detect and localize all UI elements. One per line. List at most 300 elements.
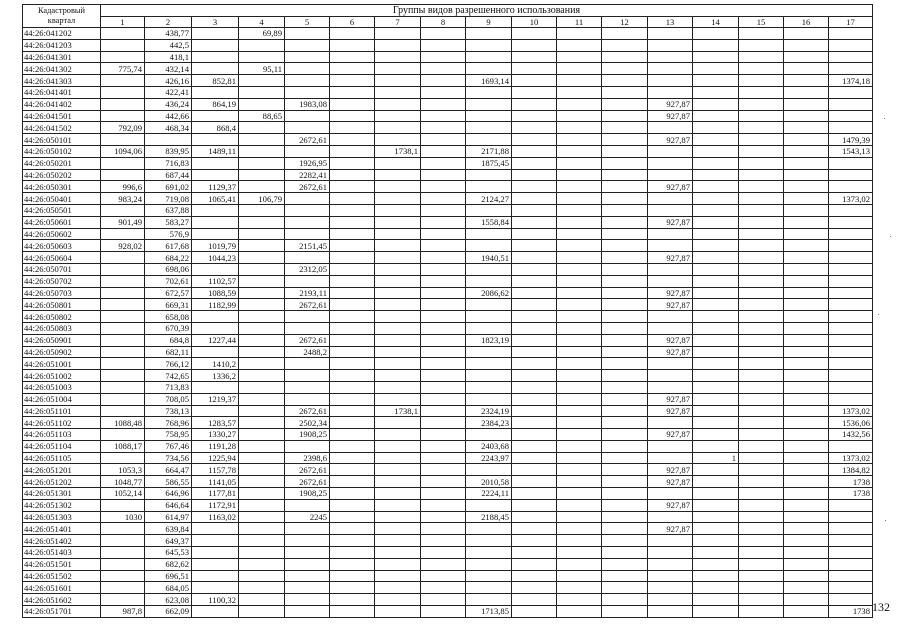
value-cell xyxy=(466,228,512,240)
value-cell xyxy=(693,275,739,287)
cadastral-quarter-cell: 44:26:050102 xyxy=(23,145,101,157)
value-cell xyxy=(784,511,829,523)
value-cell xyxy=(330,476,375,488)
value-cell xyxy=(829,381,873,393)
value-cell xyxy=(829,51,873,63)
value-cell xyxy=(466,28,512,40)
value-cell: 2672,61 xyxy=(285,181,330,193)
value-cell xyxy=(693,28,739,40)
value-cell xyxy=(602,75,648,87)
table-row xyxy=(23,75,873,87)
cadastral-quarter-cell: 44:26:041203 xyxy=(23,39,101,51)
value-cell xyxy=(693,228,739,240)
table-row xyxy=(23,370,873,382)
value-cell xyxy=(375,216,421,228)
value-cell xyxy=(557,464,602,476)
value-cell: 868,4 xyxy=(192,122,239,134)
cadastral-quarter-cell: 44:26:050701 xyxy=(23,263,101,275)
land-value-table xyxy=(22,4,873,618)
value-cell xyxy=(101,523,145,535)
value-cell xyxy=(239,157,285,169)
value-cell: 422,41 xyxy=(145,86,192,98)
cadastral-quarter-cell: 44:26:051701 xyxy=(23,606,101,618)
value-cell xyxy=(829,240,873,252)
value-cell xyxy=(421,311,466,323)
value-cell xyxy=(784,311,829,323)
value-cell xyxy=(512,381,557,393)
column-number-16: 16 xyxy=(784,17,829,28)
value-cell xyxy=(466,86,512,98)
value-cell xyxy=(602,488,648,500)
value-cell xyxy=(829,594,873,606)
value-cell xyxy=(829,86,873,98)
column-number-5: 5 xyxy=(285,17,330,28)
value-cell xyxy=(101,169,145,181)
value-cell xyxy=(557,299,602,311)
value-cell xyxy=(784,452,829,464)
value-cell xyxy=(693,122,739,134)
value-cell xyxy=(557,535,602,547)
value-cell xyxy=(557,252,602,264)
value-cell: 442,5 xyxy=(145,39,192,51)
value-cell xyxy=(602,216,648,228)
value-cell xyxy=(557,110,602,122)
value-cell xyxy=(784,98,829,110)
value-cell xyxy=(512,476,557,488)
value-cell xyxy=(101,405,145,417)
cadastral-quarter-cell: 44:26:050601 xyxy=(23,216,101,228)
value-cell xyxy=(421,263,466,275)
value-cell xyxy=(512,322,557,334)
value-cell xyxy=(693,263,739,275)
value-cell xyxy=(330,228,375,240)
cadastral-quarter-cell: 44:26:041301 xyxy=(23,51,101,63)
value-cell: 734,56 xyxy=(145,452,192,464)
value-cell xyxy=(101,594,145,606)
value-cell: 662,09 xyxy=(145,606,192,618)
cadastral-quarter-cell: 44:26:051402 xyxy=(23,535,101,547)
value-cell: 2488,2 xyxy=(285,346,330,358)
value-cell xyxy=(602,134,648,146)
value-cell xyxy=(421,169,466,181)
value-cell xyxy=(829,523,873,535)
value-cell xyxy=(557,263,602,275)
value-cell xyxy=(602,86,648,98)
value-cell xyxy=(375,228,421,240)
value-cell xyxy=(557,122,602,134)
value-cell xyxy=(330,511,375,523)
value-cell xyxy=(648,122,693,134)
value-cell xyxy=(784,145,829,157)
cadastral-quarter-cell: 44:26:051201 xyxy=(23,464,101,476)
cadastral-quarter-cell: 44:26:051502 xyxy=(23,570,101,582)
value-cell xyxy=(602,334,648,346)
table-row xyxy=(23,51,873,63)
value-cell: 927,87 xyxy=(648,405,693,417)
cadastral-quarter-cell: 44:26:041303 xyxy=(23,75,101,87)
value-cell xyxy=(512,228,557,240)
table-row xyxy=(23,381,873,393)
value-cell xyxy=(829,157,873,169)
value-cell xyxy=(330,134,375,146)
value-cell xyxy=(648,28,693,40)
value-cell xyxy=(739,86,784,98)
value-cell xyxy=(285,393,330,405)
value-cell xyxy=(239,393,285,405)
value-cell: 2672,61 xyxy=(285,334,330,346)
value-cell xyxy=(784,275,829,287)
value-cell xyxy=(421,535,466,547)
value-cell xyxy=(784,252,829,264)
value-cell xyxy=(648,417,693,429)
value-cell: 2124,27 xyxy=(466,193,512,205)
value-cell xyxy=(648,240,693,252)
value-cell xyxy=(101,263,145,275)
value-cell xyxy=(192,63,239,75)
value-cell xyxy=(784,417,829,429)
value-cell xyxy=(239,535,285,547)
value-cell xyxy=(101,429,145,441)
value-cell xyxy=(101,570,145,582)
value-cell: 1558,84 xyxy=(466,216,512,228)
value-cell xyxy=(648,157,693,169)
value-cell xyxy=(512,440,557,452)
value-cell xyxy=(693,594,739,606)
value-cell xyxy=(421,63,466,75)
column-number-14: 14 xyxy=(693,17,739,28)
value-cell xyxy=(693,169,739,181)
value-cell: 2403,68 xyxy=(466,440,512,452)
value-cell xyxy=(466,51,512,63)
value-cell xyxy=(512,570,557,582)
value-cell: 1940,51 xyxy=(466,252,512,264)
value-cell xyxy=(466,263,512,275)
value-cell xyxy=(285,28,330,40)
value-cell xyxy=(784,157,829,169)
value-cell xyxy=(739,440,784,452)
value-cell xyxy=(693,535,739,547)
value-cell xyxy=(829,98,873,110)
value-cell xyxy=(421,228,466,240)
value-cell xyxy=(739,464,784,476)
value-cell xyxy=(693,193,739,205)
value-cell: 639,84 xyxy=(145,523,192,535)
value-cell xyxy=(512,405,557,417)
value-cell xyxy=(330,570,375,582)
value-cell xyxy=(512,393,557,405)
value-cell: 927,87 xyxy=(648,181,693,193)
value-cell xyxy=(829,558,873,570)
value-cell xyxy=(192,51,239,63)
value-cell xyxy=(693,322,739,334)
value-cell xyxy=(375,98,421,110)
value-cell xyxy=(192,134,239,146)
value-cell xyxy=(602,63,648,75)
value-cell xyxy=(330,75,375,87)
value-cell xyxy=(784,299,829,311)
value-cell: 2245 xyxy=(285,511,330,523)
value-cell: 1048,77 xyxy=(101,476,145,488)
value-cell xyxy=(375,582,421,594)
value-cell xyxy=(101,252,145,264)
value-cell xyxy=(101,499,145,511)
value-cell xyxy=(829,511,873,523)
value-cell xyxy=(829,110,873,122)
scan-speck xyxy=(885,520,886,521)
value-cell xyxy=(512,558,557,570)
value-cell xyxy=(466,535,512,547)
value-cell xyxy=(739,122,784,134)
value-cell xyxy=(693,370,739,382)
value-cell xyxy=(375,110,421,122)
value-cell xyxy=(693,405,739,417)
column-number-8: 8 xyxy=(421,17,466,28)
value-cell xyxy=(693,429,739,441)
value-cell xyxy=(739,488,784,500)
value-cell xyxy=(602,228,648,240)
value-cell xyxy=(285,311,330,323)
value-cell xyxy=(239,558,285,570)
value-cell xyxy=(285,440,330,452)
value-cell: 442,66 xyxy=(145,110,192,122)
value-cell xyxy=(330,157,375,169)
value-cell xyxy=(829,122,873,134)
value-cell xyxy=(285,252,330,264)
value-cell xyxy=(101,275,145,287)
value-cell xyxy=(557,358,602,370)
value-cell: 2171,88 xyxy=(466,145,512,157)
cadastral-quarter-cell: 44:26:051501 xyxy=(23,558,101,570)
value-cell xyxy=(192,157,239,169)
value-cell: 839,95 xyxy=(145,145,192,157)
value-cell: 649,37 xyxy=(145,535,192,547)
table-row xyxy=(23,275,873,287)
value-cell xyxy=(693,204,739,216)
value-cell xyxy=(466,181,512,193)
value-cell xyxy=(557,334,602,346)
value-cell xyxy=(239,405,285,417)
value-cell xyxy=(693,393,739,405)
table-row xyxy=(23,464,873,476)
value-cell xyxy=(739,370,784,382)
value-cell xyxy=(602,98,648,110)
value-cell: 95,11 xyxy=(239,63,285,75)
value-cell: 583,27 xyxy=(145,216,192,228)
value-cell xyxy=(466,110,512,122)
column-number-17: 17 xyxy=(829,17,873,28)
value-cell xyxy=(375,511,421,523)
cadastral-quarter-cell: 44:26:051105 xyxy=(23,452,101,464)
value-cell xyxy=(101,370,145,382)
value-cell: 1823,19 xyxy=(466,334,512,346)
table-row xyxy=(23,181,873,193)
value-cell xyxy=(829,169,873,181)
value-cell xyxy=(421,511,466,523)
value-cell xyxy=(239,417,285,429)
cadastral-quarter-cell: 44:26:051001 xyxy=(23,358,101,370)
value-cell xyxy=(829,346,873,358)
table-row xyxy=(23,263,873,275)
cadastral-quarter-cell: 44:26:051602 xyxy=(23,594,101,606)
value-cell xyxy=(739,511,784,523)
value-cell: 2672,61 xyxy=(285,299,330,311)
value-cell xyxy=(693,558,739,570)
table-row xyxy=(23,134,873,146)
value-cell xyxy=(557,275,602,287)
value-cell xyxy=(829,582,873,594)
table-row xyxy=(23,535,873,547)
value-cell xyxy=(192,311,239,323)
value-cell xyxy=(648,358,693,370)
value-cell xyxy=(375,193,421,205)
value-cell xyxy=(285,381,330,393)
value-cell xyxy=(192,86,239,98)
value-cell: 1908,25 xyxy=(285,488,330,500)
value-cell: 1373,02 xyxy=(829,452,873,464)
value-cell: 1227,44 xyxy=(192,334,239,346)
cadastral-quarter-cell: 44:26:050801 xyxy=(23,299,101,311)
value-cell xyxy=(784,193,829,205)
value-cell xyxy=(239,440,285,452)
value-cell xyxy=(330,535,375,547)
table-row xyxy=(23,570,873,582)
value-cell xyxy=(421,417,466,429)
value-cell xyxy=(602,606,648,618)
table-row xyxy=(23,86,873,98)
value-cell xyxy=(375,28,421,40)
value-cell xyxy=(512,216,557,228)
value-cell: 1030 xyxy=(101,511,145,523)
value-cell xyxy=(101,86,145,98)
value-cell xyxy=(375,558,421,570)
value-cell xyxy=(557,322,602,334)
value-cell xyxy=(421,240,466,252)
value-cell xyxy=(101,358,145,370)
value-cell: 1373,02 xyxy=(829,193,873,205)
value-cell xyxy=(648,582,693,594)
value-cell xyxy=(829,204,873,216)
value-cell: 2086,62 xyxy=(466,287,512,299)
value-cell xyxy=(739,181,784,193)
value-cell xyxy=(784,429,829,441)
value-cell: 2282,41 xyxy=(285,169,330,181)
value-cell: 2224,11 xyxy=(466,488,512,500)
value-cell xyxy=(693,145,739,157)
table-row xyxy=(23,110,873,122)
value-cell xyxy=(648,263,693,275)
value-cell: 418,1 xyxy=(145,51,192,63)
value-cell xyxy=(739,452,784,464)
value-cell xyxy=(739,535,784,547)
value-cell xyxy=(693,358,739,370)
value-cell xyxy=(330,287,375,299)
value-cell: 1738,1 xyxy=(375,145,421,157)
value-cell: 713,83 xyxy=(145,381,192,393)
value-cell xyxy=(648,39,693,51)
value-cell xyxy=(285,547,330,559)
value-cell: 426,16 xyxy=(145,75,192,87)
table-row xyxy=(23,405,873,417)
value-cell xyxy=(239,263,285,275)
value-cell: 1926,95 xyxy=(285,157,330,169)
value-cell xyxy=(375,417,421,429)
value-cell: 106,79 xyxy=(239,193,285,205)
value-cell xyxy=(192,346,239,358)
value-cell xyxy=(421,594,466,606)
value-cell xyxy=(693,464,739,476)
value-cell xyxy=(602,287,648,299)
table-row xyxy=(23,476,873,488)
value-cell xyxy=(375,488,421,500)
value-cell xyxy=(512,547,557,559)
value-cell xyxy=(330,381,375,393)
value-cell xyxy=(192,381,239,393)
value-cell: 927,87 xyxy=(648,252,693,264)
value-cell xyxy=(693,582,739,594)
value-cell xyxy=(239,511,285,523)
value-cell xyxy=(602,499,648,511)
table-row xyxy=(23,511,873,523)
value-cell xyxy=(512,193,557,205)
value-cell xyxy=(602,193,648,205)
value-cell xyxy=(330,145,375,157)
value-cell xyxy=(512,63,557,75)
value-cell xyxy=(557,582,602,594)
value-cell xyxy=(784,346,829,358)
value-cell: 901,49 xyxy=(101,216,145,228)
value-cell: 1088,48 xyxy=(101,417,145,429)
value-cell xyxy=(101,299,145,311)
cadastral-quarter-cell: 44:26:051101 xyxy=(23,405,101,417)
value-cell xyxy=(466,499,512,511)
value-cell xyxy=(693,63,739,75)
value-cell xyxy=(239,582,285,594)
value-cell xyxy=(330,275,375,287)
value-cell xyxy=(192,263,239,275)
value-cell xyxy=(466,311,512,323)
table-row xyxy=(23,157,873,169)
value-cell: 1336,2 xyxy=(192,370,239,382)
cadastral-quarter-cell: 44:26:051104 xyxy=(23,440,101,452)
value-cell: 927,87 xyxy=(648,393,693,405)
value-cell xyxy=(101,98,145,110)
value-cell xyxy=(239,322,285,334)
value-cell xyxy=(192,582,239,594)
value-cell xyxy=(466,429,512,441)
value-cell xyxy=(602,169,648,181)
value-cell: 2672,61 xyxy=(285,134,330,146)
column-number-13: 13 xyxy=(648,17,693,28)
value-cell xyxy=(557,476,602,488)
value-cell: 768,96 xyxy=(145,417,192,429)
value-cell: 1182,99 xyxy=(192,299,239,311)
value-cell: 691,02 xyxy=(145,181,192,193)
cadastral-quarter-cell: 44:26:050202 xyxy=(23,169,101,181)
value-cell: 1163,02 xyxy=(192,511,239,523)
value-cell xyxy=(739,287,784,299)
cadastral-quarter-cell: 44:26:051202 xyxy=(23,476,101,488)
value-cell xyxy=(739,228,784,240)
value-cell xyxy=(602,122,648,134)
value-cell xyxy=(739,346,784,358)
value-cell xyxy=(101,535,145,547)
value-cell xyxy=(739,476,784,488)
value-cell xyxy=(466,275,512,287)
value-cell xyxy=(421,488,466,500)
value-cell: 2243,97 xyxy=(466,452,512,464)
value-cell xyxy=(784,570,829,582)
value-cell xyxy=(512,275,557,287)
